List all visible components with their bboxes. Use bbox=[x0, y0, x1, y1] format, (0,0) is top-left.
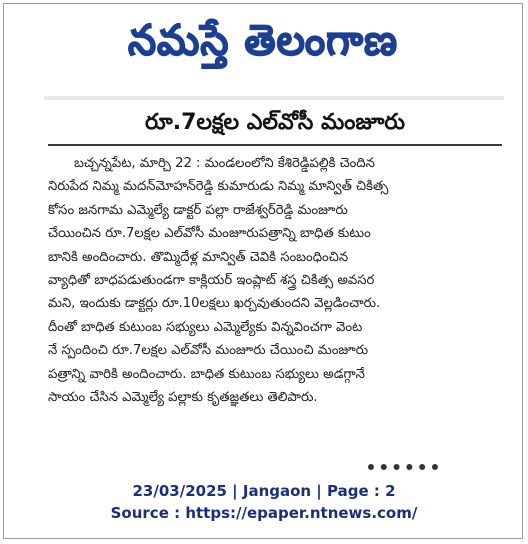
article-line: కోసం జనగామ ఎమ్మెల్యే డాక్టర్ పల్లా రాజేశ్వర్‌రెడ్డి మంజూరు bbox=[48, 202, 348, 218]
news-clipping bbox=[42, 100, 508, 478]
newspaper-masthead: నమస్తే తెలంగాణ bbox=[127, 16, 399, 66]
article-line: బానికి అందించారు. తొమ్మిదేళ్ల మాన్విత్ చెవికి సంబంధించిన bbox=[48, 249, 349, 265]
edition-info: 23/03/2025 | Jangaon | Page : 2 bbox=[132, 482, 396, 500]
article-line: నిరుపేద నిమ్మ మదన్‌మోహన్‌రెడ్డి కుమారుడు నిమ్మ మాన్విత్ చికిత్స bbox=[48, 179, 389, 195]
clipping-cut-edge bbox=[368, 464, 438, 478]
article-line: వ్యాధితో బాధపడుతుండగా కాక్లియర్ ఇంప్లాట్ శస్త్ర చికిత్స అవసర bbox=[48, 273, 375, 289]
article-line: దీంతో బాధిత కుటుంబ సభ్యులు ఎమ్మెల్యేకు విన్నవించగా వెంట bbox=[48, 319, 363, 335]
article-line: నే స్పందించి రూ.7లక్షల ఎల్‌వోసీ మంజూరు చేయించి మంజూరు bbox=[48, 343, 369, 359]
source-link[interactable]: Source : https://epaper.ntnews.com/ bbox=[110, 504, 418, 522]
headline-rule bbox=[48, 144, 502, 146]
page-frame bbox=[3, 3, 523, 539]
article-line: బచ్చన్నపేట, మార్చి 22 : మండలంలోని కేశిరెడ్డిపల్లికి చెందిన bbox=[74, 156, 375, 171]
article-line: సాయం చేసిన ఎమ్మెల్యే పల్లాకు కృతజ్ఞతలు తెలిపారు. bbox=[48, 390, 318, 406]
article-headline: రూ.7లక్షల ఎల్‌వోసీ మంజూరు bbox=[144, 110, 406, 135]
article-line: పత్రాన్ని వారికి అందించారు. బాధిత కుటుంబ సభ్యులు అడగ్గానే bbox=[48, 366, 365, 382]
article-body bbox=[48, 152, 504, 409]
article-line: మని, ఇందుకు డాక్టర్లు రూ.10లక్షలు ఖర్చవుతుందని వెల్లడించారు. bbox=[48, 296, 381, 312]
article-line: చేయించిన రూ.7లక్షల ఎల్‌వోసీ మంజూరుపత్రాన్ని బాధిత కుటుం bbox=[48, 226, 371, 242]
